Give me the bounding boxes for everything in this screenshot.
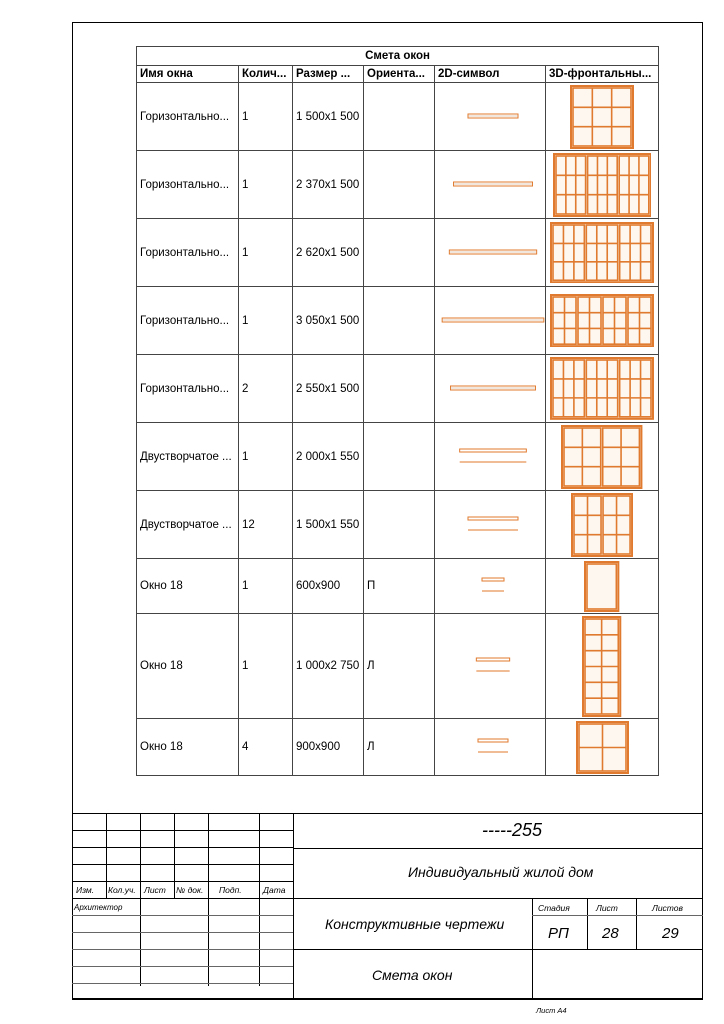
drawing-code: -----255 [482,820,543,840]
size-cell: 900x900 [293,719,364,776]
quantity-cell: 1 [239,83,293,151]
schedule-title: Смета окон [137,47,659,66]
window-name-cell: Двустворчатое ... [137,491,239,559]
quantity-cell: 1 [239,151,293,219]
window-3d-front-icon [570,85,634,149]
col-izm-label: Изм. [76,885,95,895]
window-3d-front-icon [550,222,654,283]
window-3d-front-icon [550,357,654,420]
size-cell: 1 500x1 500 [293,83,364,151]
format-label: Лист А4 [536,1006,567,1015]
col-list-label: Лист [144,885,166,895]
role-label: Архитектор [74,903,123,912]
col-date-label: Дата [263,885,286,895]
header-name: Имя окна [137,66,239,83]
quantity-cell: 1 [239,614,293,719]
window-2d-symbol-icon [438,311,546,331]
header-3d-front: 3D-фронтальны... [546,66,659,83]
quantity-cell: 4 [239,719,293,776]
schedule-row [137,355,659,423]
schedule-header-row [137,66,659,83]
title-block [72,813,703,999]
schedule-row [137,559,659,614]
header-qty: Колич... [239,66,293,83]
symbol-3d-cell [546,83,659,151]
quantity-cell: 2 [239,355,293,423]
size-cell: 2 620x1 500 [293,219,364,287]
schedule-row [137,614,659,719]
window-name-cell: Горизонтально... [137,151,239,219]
symbol-2d-cell [435,355,546,423]
schedule-row [137,719,659,776]
symbol-2d-cell [435,287,546,355]
sheets-label: Листов [652,903,683,913]
window-name-cell: Горизонтально... [137,83,239,151]
col-sign-label: Подп. [219,885,242,895]
orientation-cell [364,151,435,219]
window-name-cell: Двустворчатое ... [137,423,239,491]
symbol-2d-cell [435,423,546,491]
orientation-cell: П [364,559,435,614]
symbol-3d-cell [546,423,659,491]
symbol-3d-cell [546,614,659,719]
orientation-cell: Л [364,614,435,719]
window-name-cell: Окно 18 [137,559,239,614]
quantity-cell: 1 [239,219,293,287]
symbol-2d-cell [435,614,546,719]
window-name-cell: Окно 18 [137,719,239,776]
window-2d-symbol-icon [438,107,546,127]
orientation-cell [364,287,435,355]
header-2d-symbol: 2D-символ [435,66,546,83]
schedule-row [137,219,659,287]
window-2d-symbol-icon [438,737,546,757]
size-cell: 2 550x1 500 [293,355,364,423]
symbol-3d-cell [546,151,659,219]
window-name-cell: Горизонтально... [137,287,239,355]
orientation-cell [364,355,435,423]
schedule-row [137,287,659,355]
header-orientation: Ориента... [364,66,435,83]
window-3d-front-icon [561,425,642,489]
window-2d-symbol-icon [438,447,546,467]
size-cell: 1 500x1 550 [293,491,364,559]
orientation-cell [364,491,435,559]
sheet-number: 28 [602,925,619,942]
symbol-3d-cell [546,719,659,776]
window-name-cell: Горизонтально... [137,355,239,423]
window-2d-symbol-icon [438,515,546,535]
window-3d-front-icon [553,153,652,217]
symbol-2d-cell [435,151,546,219]
window-2d-symbol-icon [438,656,546,676]
symbol-2d-cell [435,559,546,614]
window-2d-symbol-icon [438,175,546,195]
orientation-cell: Л [364,719,435,776]
col-koluch-label: Кол.уч. [108,885,136,895]
sheet-set-name: Конструктивные чертежи [325,916,505,932]
window-3d-front-icon [550,294,654,347]
project-name: Индивидуальный жилой дом [408,864,594,880]
window-2d-symbol-icon [438,243,546,263]
col-doc-label: № док. [176,885,204,895]
quantity-cell: 1 [239,423,293,491]
quantity-cell: 1 [239,287,293,355]
symbol-3d-cell [546,491,659,559]
quantity-cell: 12 [239,491,293,559]
stage-value: РП [548,925,569,942]
symbol-3d-cell [546,287,659,355]
window-3d-front-icon [571,493,633,557]
quantity-cell: 1 [239,559,293,614]
symbol-2d-cell [435,719,546,776]
schedule-row [137,151,659,219]
schedule-row [137,423,659,491]
window-schedule-table [136,46,659,776]
window-2d-symbol-icon [438,379,546,399]
window-name-cell: Горизонтально... [137,219,239,287]
schedule-row [137,491,659,559]
window-3d-front-icon [582,616,621,717]
symbol-2d-cell [435,83,546,151]
window-name-cell: Окно 18 [137,614,239,719]
schedule-row [137,83,659,151]
symbol-3d-cell [546,219,659,287]
window-2d-symbol-icon [438,576,546,596]
orientation-cell [364,83,435,151]
size-cell: 2 000x1 550 [293,423,364,491]
window-3d-front-icon [584,561,619,612]
orientation-cell [364,219,435,287]
size-cell: 1 000x2 750 [293,614,364,719]
size-cell: 2 370x1 500 [293,151,364,219]
symbol-2d-cell [435,491,546,559]
stage-label: Стадия [538,903,570,913]
sheets-count: 29 [662,925,679,942]
sheet-title: Смета окон [372,967,453,983]
symbol-2d-cell [435,219,546,287]
header-size: Размер ... [293,66,364,83]
symbol-3d-cell [546,559,659,614]
size-cell: 3 050x1 500 [293,287,364,355]
symbol-3d-cell [546,355,659,423]
sheet-label: Лист [596,903,618,913]
size-cell: 600x900 [293,559,364,614]
orientation-cell [364,423,435,491]
window-3d-front-icon [576,721,629,774]
